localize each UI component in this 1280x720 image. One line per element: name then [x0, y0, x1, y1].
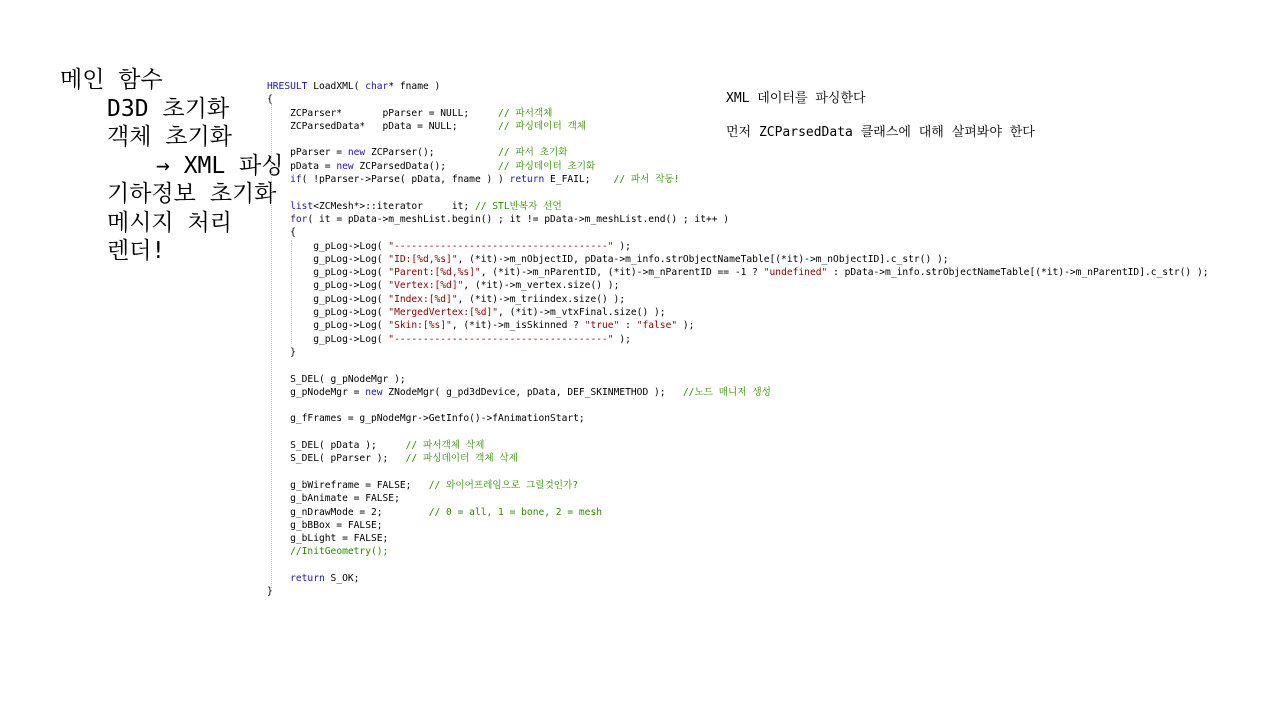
- code-line: S_DEL( pData ); // 파서객체 삭제: [267, 440, 485, 452]
- code-line: g_pLog->Log( "-------------------------------------" );: [267, 240, 631, 252]
- slide-outline: [60, 66, 284, 266]
- code-line: S_DEL( g_pNodeMgr );: [267, 373, 406, 385]
- outline-item-xml-parsing: → XML 파싱: [156, 152, 284, 179]
- code-listing: [267, 80, 1209, 599]
- code-line: [267, 466, 1209, 479]
- code-line: pData = new ZCParsedData(); // 파싱데이터 초기화: [267, 160, 596, 172]
- code-line: [267, 399, 1209, 412]
- code-line: //InitGeometry();: [290, 546, 389, 558]
- code-line: {: [267, 227, 296, 239]
- outline-item-render: 렌더!: [107, 238, 166, 264]
- code-line: [267, 426, 1209, 439]
- code-line: g_pLog->Log( "Index:[%d]", (*it)->m_triindex.size() );: [267, 293, 626, 305]
- code-line: {: [267, 94, 273, 106]
- outline-item-message-loop: 메시지 처리: [107, 209, 232, 236]
- code-line: g_bLight = FALSE;: [267, 533, 389, 545]
- note-parsed-data-class: 먼저 ZCParsedData 클래스에 대해 살펴봐야 한다: [726, 125, 1035, 140]
- code-line: g_pNodeMgr = new ZNodeMgr( g_pd3dDevice, pData, DEF_SKINMETHOD ); //노드 매니저 생성: [267, 386, 771, 398]
- code-line: ZCParser* pParser = NULL; // 파서객체: [267, 107, 553, 119]
- code-line: }: [267, 586, 273, 598]
- code-line: [267, 559, 1209, 572]
- code-line: g_pLog->Log( "Skin:[%s]", (*it)->m_isSkinned ? "true" : "false" );: [267, 320, 695, 332]
- code-line: for( it = pData->m_meshList.begin() ; it != pData->m_meshList.end() ; it++ ): [290, 213, 730, 225]
- code-line: [267, 186, 1209, 199]
- code-line: g_bWireframe = FALSE; // 와이어프레임으로 그릴것인가?: [267, 479, 579, 491]
- code-line: g_pLog->Log( "-------------------------------------" );: [267, 333, 631, 345]
- note-parse-xml: XML 데이터를 파싱한다: [726, 91, 866, 106]
- code-line: return S_OK;: [290, 572, 360, 584]
- code-line: HRESULT LoadXML( char* fname ): [267, 81, 441, 92]
- code-line: S_DEL( pParser ); // 파싱데이터 객체 삭제: [267, 453, 518, 465]
- outline-item-main: 메인 함수: [60, 67, 163, 93]
- code-line: g_pLog->Log( "MergedVertex:[%d]", (*it)->m_vtxFinal.size() );: [267, 307, 666, 319]
- code-line: g_bBBox = FALSE;: [267, 519, 383, 531]
- code-line: g_nDrawMode = 2; // 0 = all, 1 = bone, 2 = mesh: [267, 506, 603, 518]
- code-line: }: [267, 346, 296, 358]
- code-line: ZCParsedData* pData = NULL; // 파싱데이터 객체: [267, 120, 587, 132]
- code-line: g_pLog->Log( "Vertex:[%d]", (*it)->m_vertex.size() );: [267, 280, 620, 292]
- outline-item-object-init: 객체 초기화: [107, 124, 232, 150]
- code-line: g_bAnimate = FALSE;: [267, 493, 400, 505]
- code-line: g_fFrames = g_pNodeMgr->GetInfo()->fAnimationStart;: [267, 413, 585, 425]
- code-line: if( !pParser->Parse( pData, fname ) ) return E_FAIL; // 파서 작동!: [290, 174, 680, 186]
- code-line: [267, 359, 1209, 372]
- code-line: g_pLog->Log( "ID:[%d,%s]", (*it)->m_nObjectID, pData->m_info.strObjectNameTable[(*it)->m_nObjectID].c_str() );: [267, 253, 949, 265]
- code-line: g_pLog->Log( "Parent:[%d,%s]", (*it)->m_nParentID, (*it)->m_nParentID == -1 ? "undefined" : pData->m_info.strObjectNameTable[(*it)->m_nParentID].c_str() );: [267, 267, 1209, 279]
- code-line: pParser = new ZCParser(); // 파서 초기화: [267, 147, 568, 159]
- code-line: list<ZCMesh*>::iterator it; // STL반복자 선언: [290, 200, 562, 212]
- outline-item-geometry-init: 기하정보 초기화: [107, 181, 277, 207]
- outline-item-d3d-init: D3D 초기화: [107, 95, 230, 122]
